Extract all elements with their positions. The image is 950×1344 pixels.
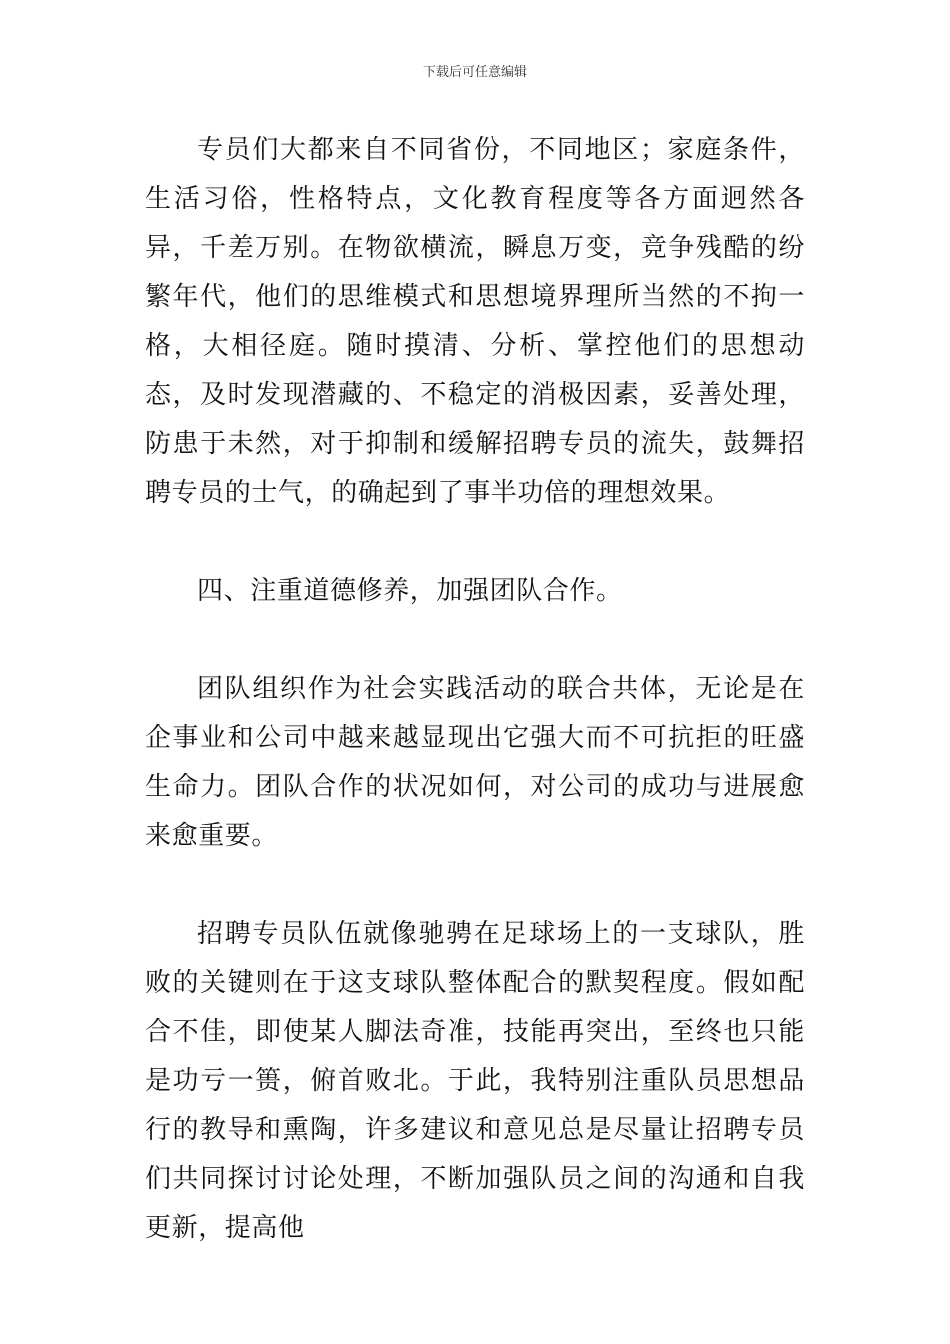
section-heading-teamwork: 四、注重道德修养，加强团队合作。 [197, 576, 623, 606]
paragraph-football-analogy: 招聘专员队伍就像驰骋在足球场上的一支球队，胜败的关键则在于这支球队整体配合的默契程度。假如配合不佳，即使某人脚法奇准，技能再突出，至终也只能是功亏一篑，俯首败北。于此，我特别注重队员思想品行的教导和熏陶，许多建议和意见总是尽量让招聘专员们共同探讨讨论处理，不断加强队员之间的沟通和自我更新，提高他 [145, 919, 805, 1243]
paragraph-spacer [145, 861, 805, 910]
paragraph-spacer [145, 616, 805, 665]
page-header: 下载后可任意编辑 [422, 65, 527, 80]
document-body [145, 126, 805, 1253]
paragraph-employee-diversity: 专员们大都来自不同省份，不同地区；家庭条件，生活习俗，性格特点，文化教育程度等各方面迥然各异，千差万别。在物欲横流，瞬息万变，竞争残酷的纷繁年代，他们的思维模式和思想境界理所当然的不拘一格，大相径庭。随时摸清、分析、掌控他们的思想动态，及时发现潜藏的、不稳定的消极因素，妥善处理，防患于未然，对于抑制和缓解招聘专员的流失，鼓舞招聘专员的士气，的确起到了事半功倍的理想效果。 [145, 135, 805, 508]
paragraph-team-organization: 团队组织作为社会实践活动的联合共体，无论是在企事业和公司中越来越显现出它强大而不可抗拒的旺盛生命力。团队合作的状况如何，对公司的成功与进展愈来愈重要。 [145, 674, 805, 851]
paragraph-spacer [145, 518, 805, 567]
